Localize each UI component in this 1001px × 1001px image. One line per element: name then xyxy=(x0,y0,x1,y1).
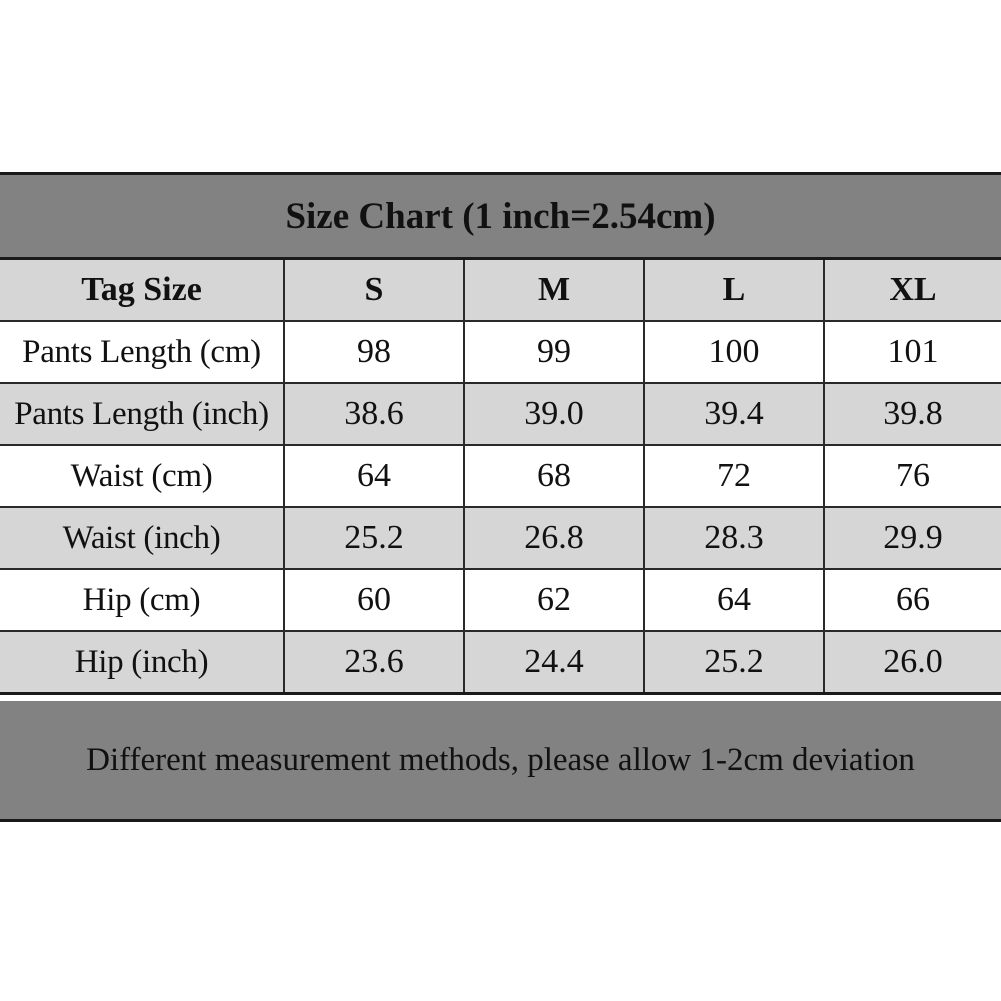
table-cell: 39.8 xyxy=(824,383,1001,445)
table-row xyxy=(0,321,1001,383)
table-cell: 25.2 xyxy=(284,507,464,569)
table-row xyxy=(0,445,1001,507)
table-row xyxy=(0,631,1001,694)
table-cell: 26.0 xyxy=(824,631,1001,694)
table-cell: 101 xyxy=(824,321,1001,383)
table-cell: 23.6 xyxy=(284,631,464,694)
row-label: Hip (inch) xyxy=(0,631,284,694)
table-cell: 28.3 xyxy=(644,507,824,569)
chart-title: Size Chart (1 inch=2.54cm) xyxy=(0,175,1001,257)
header-size-l: L xyxy=(644,259,824,322)
table-cell: 98 xyxy=(284,321,464,383)
row-label: Hip (cm) xyxy=(0,569,284,631)
table-cell: 38.6 xyxy=(284,383,464,445)
table-cell: 39.4 xyxy=(644,383,824,445)
table-cell: 66 xyxy=(824,569,1001,631)
table-row xyxy=(0,507,1001,569)
size-chart xyxy=(0,172,1001,822)
table-cell: 62 xyxy=(464,569,644,631)
table-row xyxy=(0,569,1001,631)
deviation-note: Different measurement methods, please allow 1-2cm deviation xyxy=(0,701,1001,819)
table-cell: 68 xyxy=(464,445,644,507)
table-cell: 64 xyxy=(284,445,464,507)
table-cell: 100 xyxy=(644,321,824,383)
table-cell: 39.0 xyxy=(464,383,644,445)
row-label: Waist (cm) xyxy=(0,445,284,507)
row-label: Pants Length (inch) xyxy=(0,383,284,445)
header-tag-size: Tag Size xyxy=(0,259,284,322)
table-cell: 64 xyxy=(644,569,824,631)
table-cell: 99 xyxy=(464,321,644,383)
table-cell: 76 xyxy=(824,445,1001,507)
row-label: Waist (inch) xyxy=(0,507,284,569)
header-size-xl: XL xyxy=(824,259,1001,322)
table-cell: 60 xyxy=(284,569,464,631)
table-cell: 24.4 xyxy=(464,631,644,694)
table-cell: 25.2 xyxy=(644,631,824,694)
table-row xyxy=(0,383,1001,445)
table-cell: 26.8 xyxy=(464,507,644,569)
header-row xyxy=(0,259,1001,322)
header-size-m: M xyxy=(464,259,644,322)
header-size-s: S xyxy=(284,259,464,322)
size-table xyxy=(0,257,1001,695)
table-cell: 29.9 xyxy=(824,507,1001,569)
table-cell: 72 xyxy=(644,445,824,507)
row-label: Pants Length (cm) xyxy=(0,321,284,383)
